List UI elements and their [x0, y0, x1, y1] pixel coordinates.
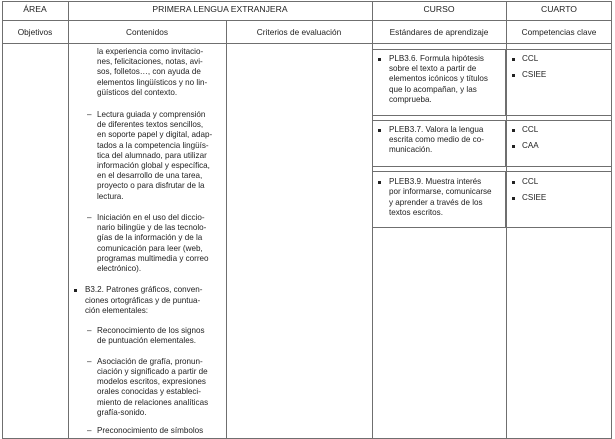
estandar-line: comprueba.: [389, 95, 432, 104]
dash-bullet: –: [87, 326, 92, 335]
square-bullet-icon: [378, 58, 381, 61]
square-bullet-icon: [512, 58, 515, 61]
contenidos-block-line: B3.2. Patrones gráficos, conven-: [85, 285, 203, 294]
estandar-line: escrita como medio de co-: [389, 135, 484, 144]
col-header-estandares: Estándares de aprendizaje: [389, 27, 489, 37]
competencia-item: CCL: [522, 177, 539, 186]
contenidos-item-line: Lectura guiada y comprensión: [97, 110, 206, 119]
curso-label: CURSO: [423, 4, 455, 14]
contenidos-item-line: lectura.: [97, 192, 124, 201]
estandar-line: elementos icónicos y títulos: [389, 74, 488, 83]
contenidos-item-line: de diferentes textos sencillos,: [97, 120, 204, 129]
estandar-line: textos escritos.: [389, 208, 443, 217]
dash-bullet: –: [87, 357, 92, 366]
contenidos-item-line: miento de relaciones analíticas: [97, 398, 209, 407]
contenidos-item-line: modelos escritos, expresiones: [97, 377, 206, 386]
contenidos-item-line: en soporte papel y digital, adap-: [97, 130, 213, 139]
estandar-line: municación.: [389, 145, 433, 154]
contenidos-item-line: comunicación para leer (web,: [97, 244, 203, 253]
area-value: PRIMERA LENGUA EXTRANJERA: [152, 4, 288, 14]
contenidos-block-line: ciones ortográficas y de puntua-: [85, 296, 201, 305]
dash-bullet: –: [87, 110, 92, 119]
curso-value: CUARTO: [541, 4, 577, 14]
estandar-line: por informarse, comunicarse: [389, 187, 492, 196]
estandar-line: y aprender a través de los: [389, 198, 483, 207]
square-bullet-icon: [512, 197, 515, 200]
contenidos-item-line: programas multimedia y correo: [97, 254, 209, 263]
contenidos-item-line: tados a la competencia lingüís-: [97, 141, 209, 150]
contenidos-item-line: gías de la información y de la: [97, 233, 203, 242]
contenidos-item-line: Reconocimiento de los signos: [97, 326, 205, 335]
estandar-line: PLB3.6. Formula hipótesis: [389, 54, 484, 63]
square-bullet-icon: [512, 74, 515, 77]
square-bullet-icon: [378, 129, 381, 132]
contenidos-intro-line: nes, felicitaciones, notas, avi-: [97, 57, 203, 66]
contenidos-item-line: información global y específica,: [97, 161, 210, 170]
dash-bullet: –: [87, 426, 92, 435]
estandar-line: que lo acompañan, y las: [389, 85, 477, 94]
contenidos-item-line: ciación y significado a partir de: [97, 367, 208, 376]
col-divider-objetivos: [68, 20, 69, 438]
estandar-line: sobre el texto a partir de: [389, 64, 477, 73]
column-header-divider: [2, 43, 612, 44]
contenidos-intro-line: sos, folletos…, con ayuda de: [97, 67, 201, 76]
header-divider: [2, 20, 612, 21]
estandar-line: PLEB3.7. Valora la lengua: [389, 125, 484, 134]
col-divider-contenidos: [226, 20, 227, 438]
competencia-item: CSIEE: [522, 193, 547, 202]
contenidos-item-line: proyecto o para disfrutar de la: [97, 181, 205, 190]
col-header-contenidos: Contenidos: [126, 27, 168, 37]
competencia-item: CAA: [522, 141, 539, 150]
square-bullet-icon: [512, 129, 515, 132]
estandar-line: PLEB3.9. Muestra interés: [389, 177, 482, 186]
square-bullet-icon: [512, 145, 515, 148]
area-label: ÁREA: [23, 4, 47, 14]
contenidos-item-line: orales conocidas y estableci-: [97, 387, 201, 396]
contenidos-item-line: Iniciación en el uso del diccio-: [97, 213, 205, 222]
dash-bullet: –: [87, 213, 92, 222]
contenidos-intro-line: la experiencia como invitacio-: [97, 47, 204, 56]
col-header-criterios: Criterios de evaluación: [256, 27, 342, 37]
contenidos-item-line: nario bilingüe y de las tecnolo-: [97, 223, 207, 232]
contenidos-item-line: tica del alumnado, para utilizar: [97, 151, 207, 160]
contenidos-block-line: ción elementales:: [85, 306, 148, 315]
square-bullet-icon: [74, 289, 77, 292]
contenidos-item-line: en el desarrollo de una tarea,: [97, 171, 203, 180]
contenidos-item-line: Asociación de grafía, pronun-: [97, 357, 203, 366]
competencia-item: CCL: [522, 125, 539, 134]
contenidos-intro-line: elementos lingüísticos y no lin-: [97, 78, 208, 87]
col-header-objetivos: Objetivos: [17, 27, 53, 37]
contenidos-item-line: electrónico).: [97, 264, 142, 273]
contenidos-item-line: grafía-sonido.: [97, 408, 147, 417]
contenidos-intro-line: güísticos del contexto.: [97, 88, 178, 97]
square-bullet-icon: [512, 181, 515, 184]
contenidos-item-line: de puntuación elementales.: [97, 336, 196, 345]
competencia-item: CCL: [522, 54, 539, 63]
square-bullet-icon: [378, 181, 381, 184]
competencia-item: CSIEE: [522, 70, 547, 79]
col-header-competencias: Competencias clave: [521, 27, 597, 37]
contenidos-item-line: Preconocimiento de símbolos: [97, 426, 204, 435]
